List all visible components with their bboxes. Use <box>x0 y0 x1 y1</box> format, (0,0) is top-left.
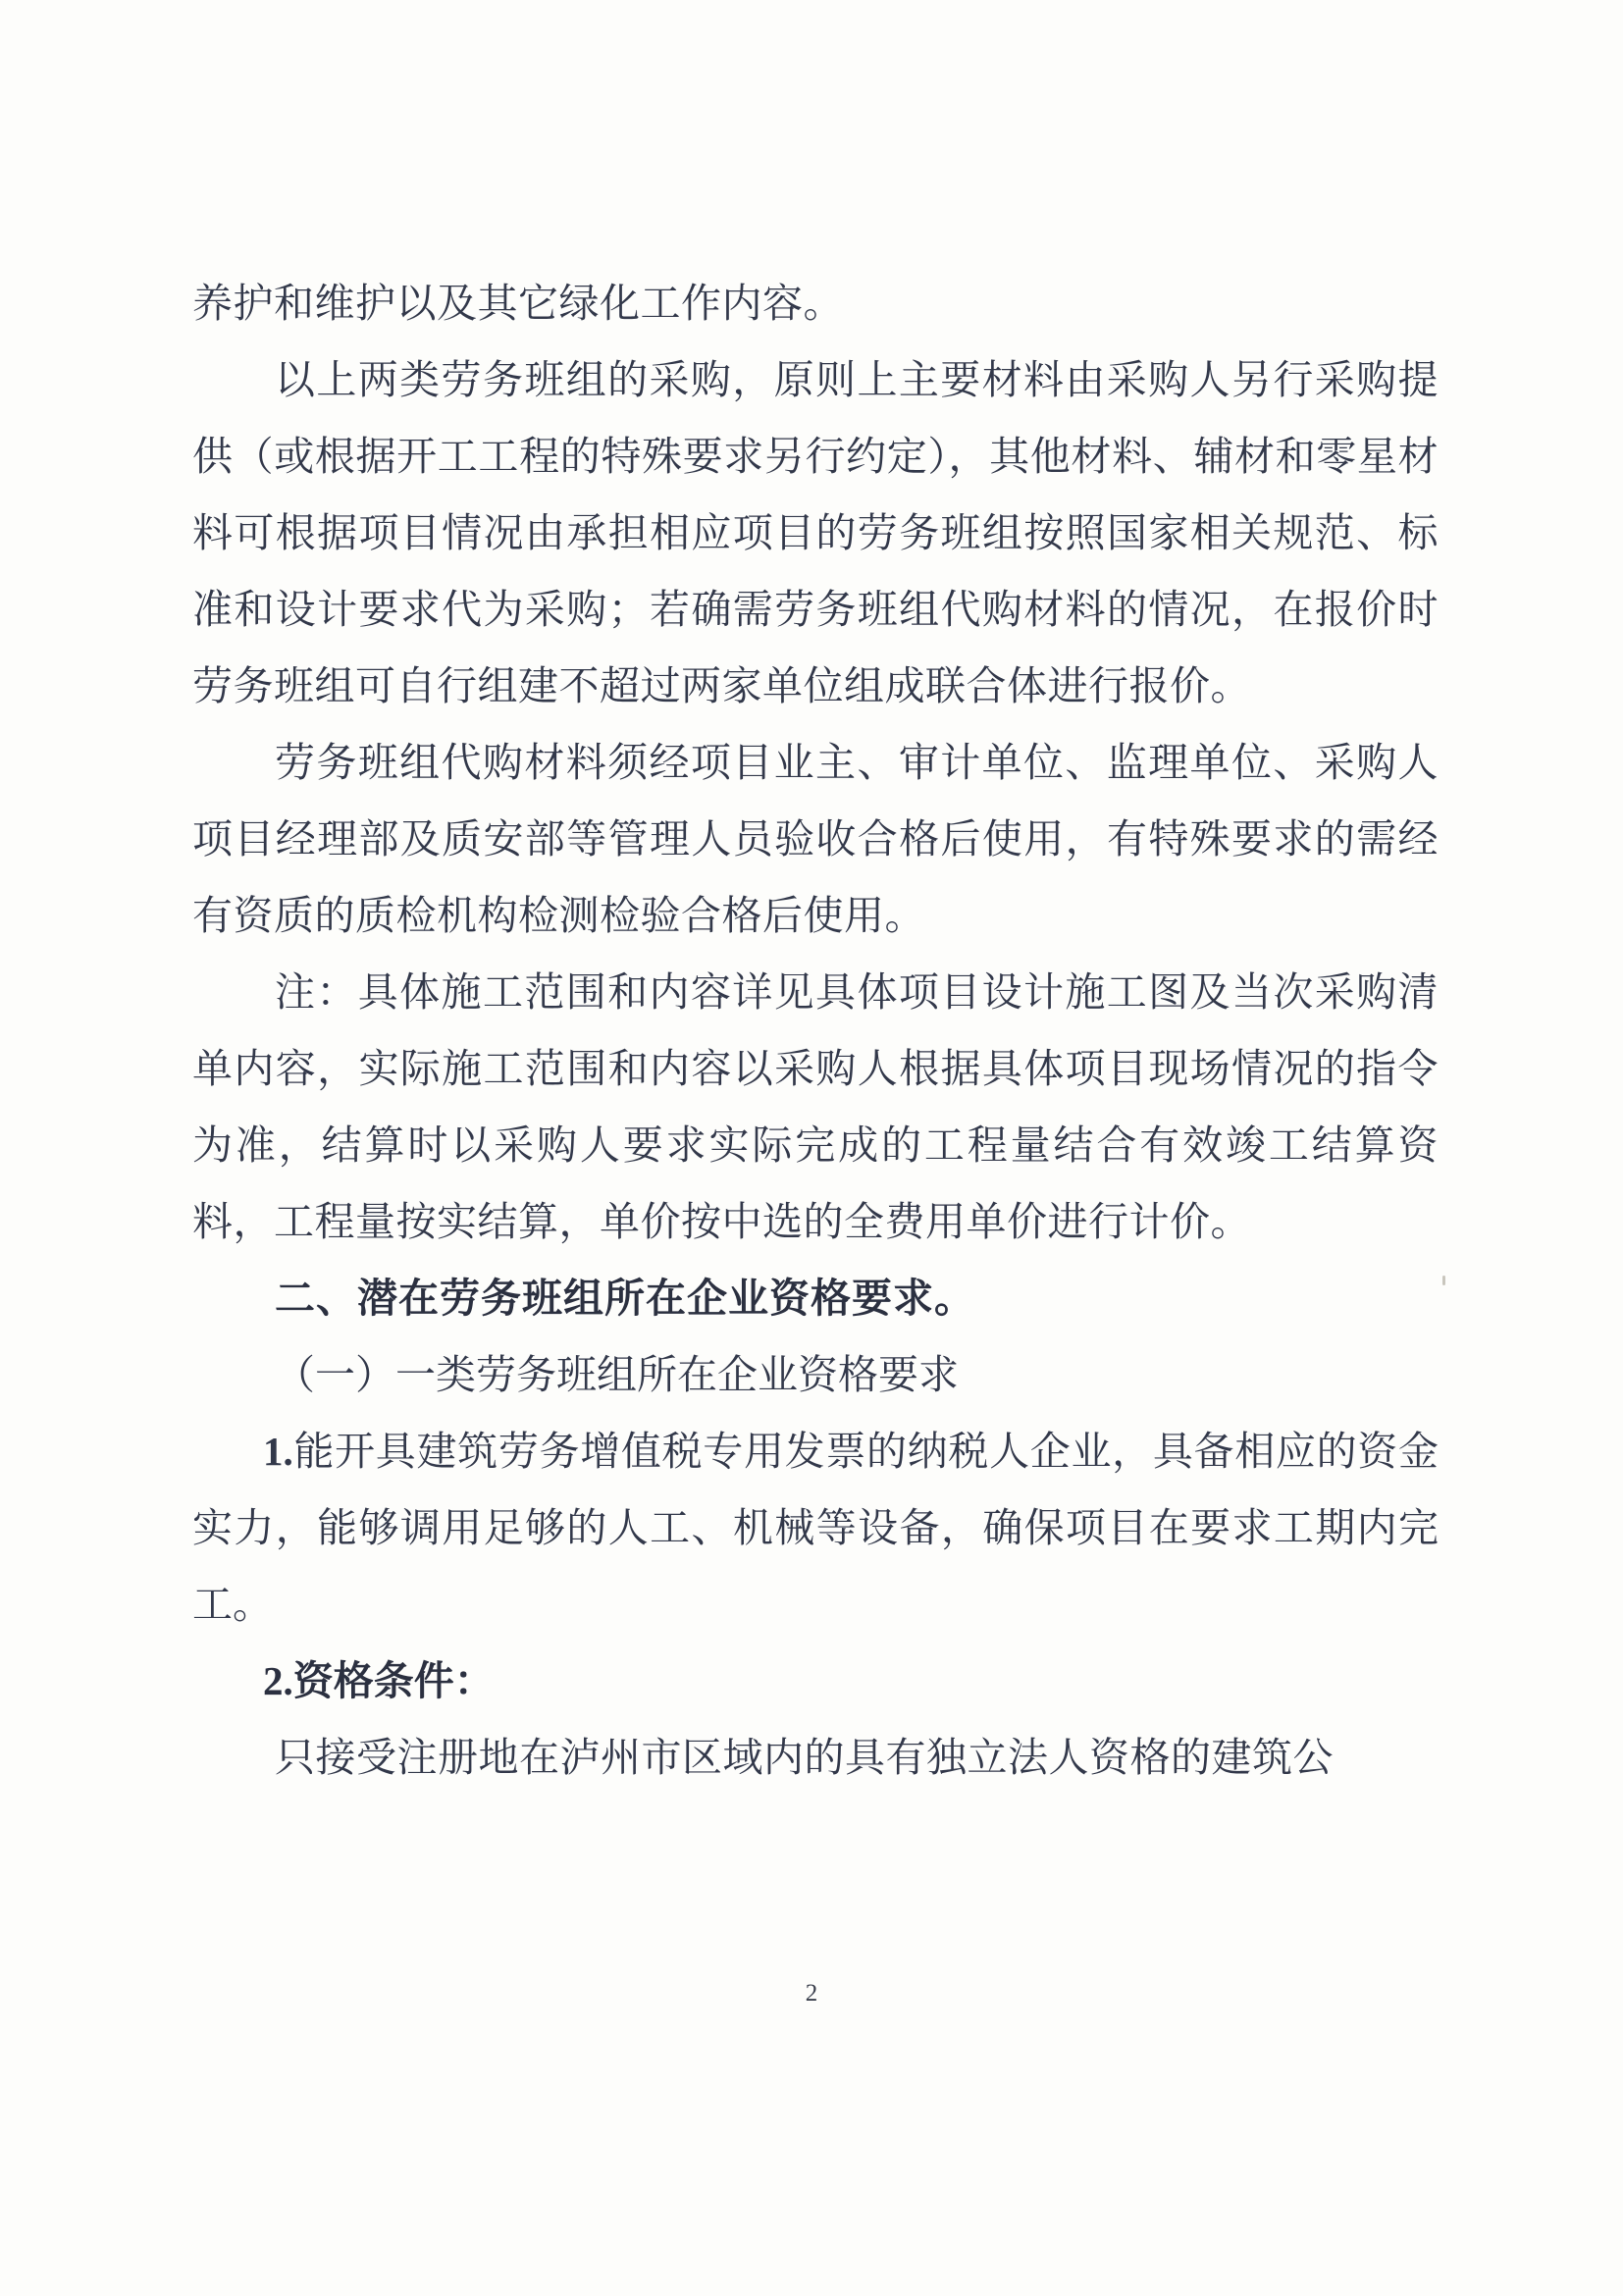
page-number: 2 <box>805 1980 818 2007</box>
list-item-2-number: 2. <box>263 1658 293 1703</box>
section-heading: 二、潜在劳务班组所在企业资格要求。 <box>275 1276 975 1321</box>
subsection-heading: （一）一类劳务班组所在企业资格要求 <box>275 1352 959 1397</box>
list-item-1-number: 1. <box>263 1429 293 1474</box>
paragraph-3: 劳务班组代购材料须经项目业主、审计单位、监理单位、采购人项目经理部及质安部等管理人员验收合格后使用，有特殊要求的需经有资质的质检机构检测检验合格后使用。 <box>192 740 1439 938</box>
paragraph-2: 以上两类劳务班组的采购，原则上主要材料由采购人另行采购提供（或根据开工工程的特殊要求另行约定），其他材料、辅材和零星材料可根据项目情况由承担相应项目的劳务班组按照国家相关规范、标准和设计要求代为采购；若确需劳务班组代购材料的情况，在报价时劳务班组可自行组建不超过两家单位组成联合体进行报价。 <box>192 357 1439 708</box>
list-item-2-body: 只接受注册地在泸州市区域内的具有独立法人资格的建筑公 <box>275 1735 1334 1780</box>
list-item-1 <box>192 1413 1439 1643</box>
page-speck <box>1442 1276 1445 1285</box>
paragraph-4: 注：具体施工范围和内容详见具体项目设计施工图及当次采购清单内容，实际施工范围和内容以采购人根据具体项目现场情况的指令为准，结算时以采购人要求实际完成的工程量结合有效竣工结算资料，工程量按实结算，单价按中选的全费用单价进行计价。 <box>192 969 1439 1244</box>
list-item-2-text: 资格条件： <box>292 1658 495 1703</box>
list-item-1-text: 能开具建筑劳务增值税专用发票的纳税人企业，具备相应的资金实力，能够调用足够的人工、机械等设备，确保项目在要求工期内完工。 <box>192 1429 1439 1627</box>
paragraph-1: 养护和维护以及其它绿化工作内容。 <box>192 281 844 326</box>
list-item-2 <box>192 1643 1439 1719</box>
document-body <box>192 265 1439 1796</box>
